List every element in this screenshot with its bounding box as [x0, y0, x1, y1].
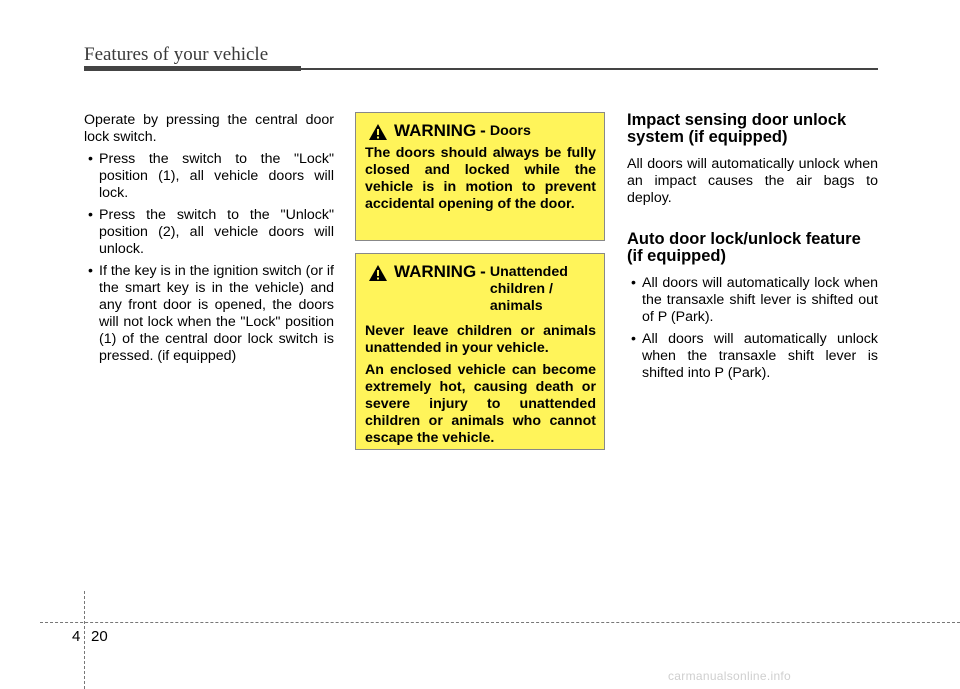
footer-vertical-rule: [84, 591, 86, 689]
list-item: • Press the switch to the "Unlock" position (2), all vehicle doors will unlock.: [84, 207, 334, 258]
warning-triangle-icon: [368, 123, 388, 141]
warning-subject: Doors: [489, 123, 531, 139]
watermark-text: carmanualsonline.info: [668, 669, 792, 683]
lock-bullet-list: [84, 151, 334, 365]
left-column: [84, 112, 334, 370]
page-number: 20: [91, 628, 108, 645]
warning-label: WARNING: [394, 262, 477, 281]
warning-header: WARNING - Unattended children / animals: [365, 262, 596, 315]
header-rule-thick: [84, 66, 301, 71]
warning-subject: Unattended children / animals: [489, 264, 568, 314]
auto-lock-bullet-list: [627, 275, 878, 382]
warning-label: WARNING: [394, 121, 477, 140]
warning-triangle-icon: [368, 264, 388, 282]
warning-box-unattended: [355, 253, 605, 450]
warning-box-doors: [355, 112, 605, 241]
warning-header: WARNING - Doors: [365, 121, 596, 141]
chapter-number: 4: [72, 628, 81, 645]
warning-body: Never leave children or animals unattended in your vehicle.: [365, 323, 596, 356]
list-item: • Press the switch to the "Lock" position (1), all vehicle doors will lock.: [84, 151, 334, 202]
page-header-title: Features of your vehicle: [84, 44, 269, 65]
warning-body: The doors should always be fully closed and locked while the vehicle is in motion to prevent accidental opening of the door.: [365, 145, 596, 212]
list-item: • All doors will automatically unlock when the transaxle shift lever is shifted into P (Park).: [627, 331, 878, 382]
footer-horizontal-rule: [40, 622, 960, 623]
right-column: [627, 112, 878, 387]
impact-paragraph: All doors will automatically unlock when an impact causes the air bags to deploy.: [627, 156, 878, 206]
list-item: • All doors will automatically lock when the transaxle shift lever is shifted out of P (Park).: [627, 275, 878, 326]
section-heading-impact: Impact sensing door unlock system (if equipped): [627, 111, 847, 146]
list-item: • If the key is in the ignition switch (or if the smart key is in the vehicle) and any front door is opened, the doors will not lock when the "Lock" position (1) of the central door lock switch is pressed. (if equipped): [84, 263, 334, 365]
warning-body: An enclosed vehicle can become extremely hot, causing death or severe injury to unattended children or animals who cannot escape the vehicle.: [365, 362, 596, 446]
intro-paragraph: Operate by pressing the central door lock switch.: [84, 112, 334, 145]
header-rule-thin: [301, 68, 878, 70]
section-heading-auto-lock: Auto door lock/unlock feature (if equipped): [627, 230, 861, 265]
